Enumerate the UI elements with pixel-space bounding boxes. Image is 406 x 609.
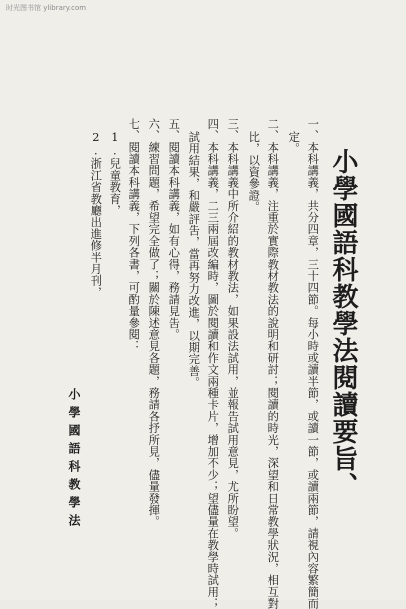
item-1-line-2: 定。	[287, 131, 301, 155]
item-6-line-1: 六、練習問題，希望完全做了；關於陳述意見各題，務請各抒所見，儘量發揮。	[147, 118, 161, 528]
item-5-line-1: 五、閱讀本科講義，如有心得，務請見吿。	[167, 118, 181, 341]
item-4-line-1: 四、本科講義，二三兩屆改編時，圖於閱讀和作文兩種卡片，增加不少；望儘量在教學時試用；	[206, 118, 220, 609]
item-4-line-2: 試用結果，和嚴評吿，當再努力改進，以期完善。	[187, 131, 201, 389]
page-title: 小學國語科教學法閱讀要旨、	[328, 148, 358, 499]
reference-book-1: 1.兒童教育，	[108, 131, 122, 217]
reference-book-title: 小學國語科教學法	[67, 388, 81, 532]
item-1-line-1: 一、本科講義，共分四章，三十四節。每小時或讀半節，或讀一節，或讀兩節，請視內容繁簡而	[306, 118, 320, 609]
item-2-line-2: 比，以資參證。	[247, 131, 261, 213]
library-watermark: 时光图书馆 ylibrary.com	[6, 4, 87, 12]
reference-book-2: 2.浙江省教廳出進修半月刊，	[89, 131, 103, 299]
item-3-line-1: 三、本科講義中所介紹的教材教法，如果設法試用，並報告試用意見，尤所盼望。	[226, 118, 240, 540]
item-2-line-1: 二、本科講義，注重於實際教材教法的說明和研討；閱讀的時光，深望和日常教學狀況，相互對	[266, 118, 280, 609]
item-7-line-1: 七、閱讀本科講義，下列各書，可酌量參閱：	[127, 118, 141, 352]
